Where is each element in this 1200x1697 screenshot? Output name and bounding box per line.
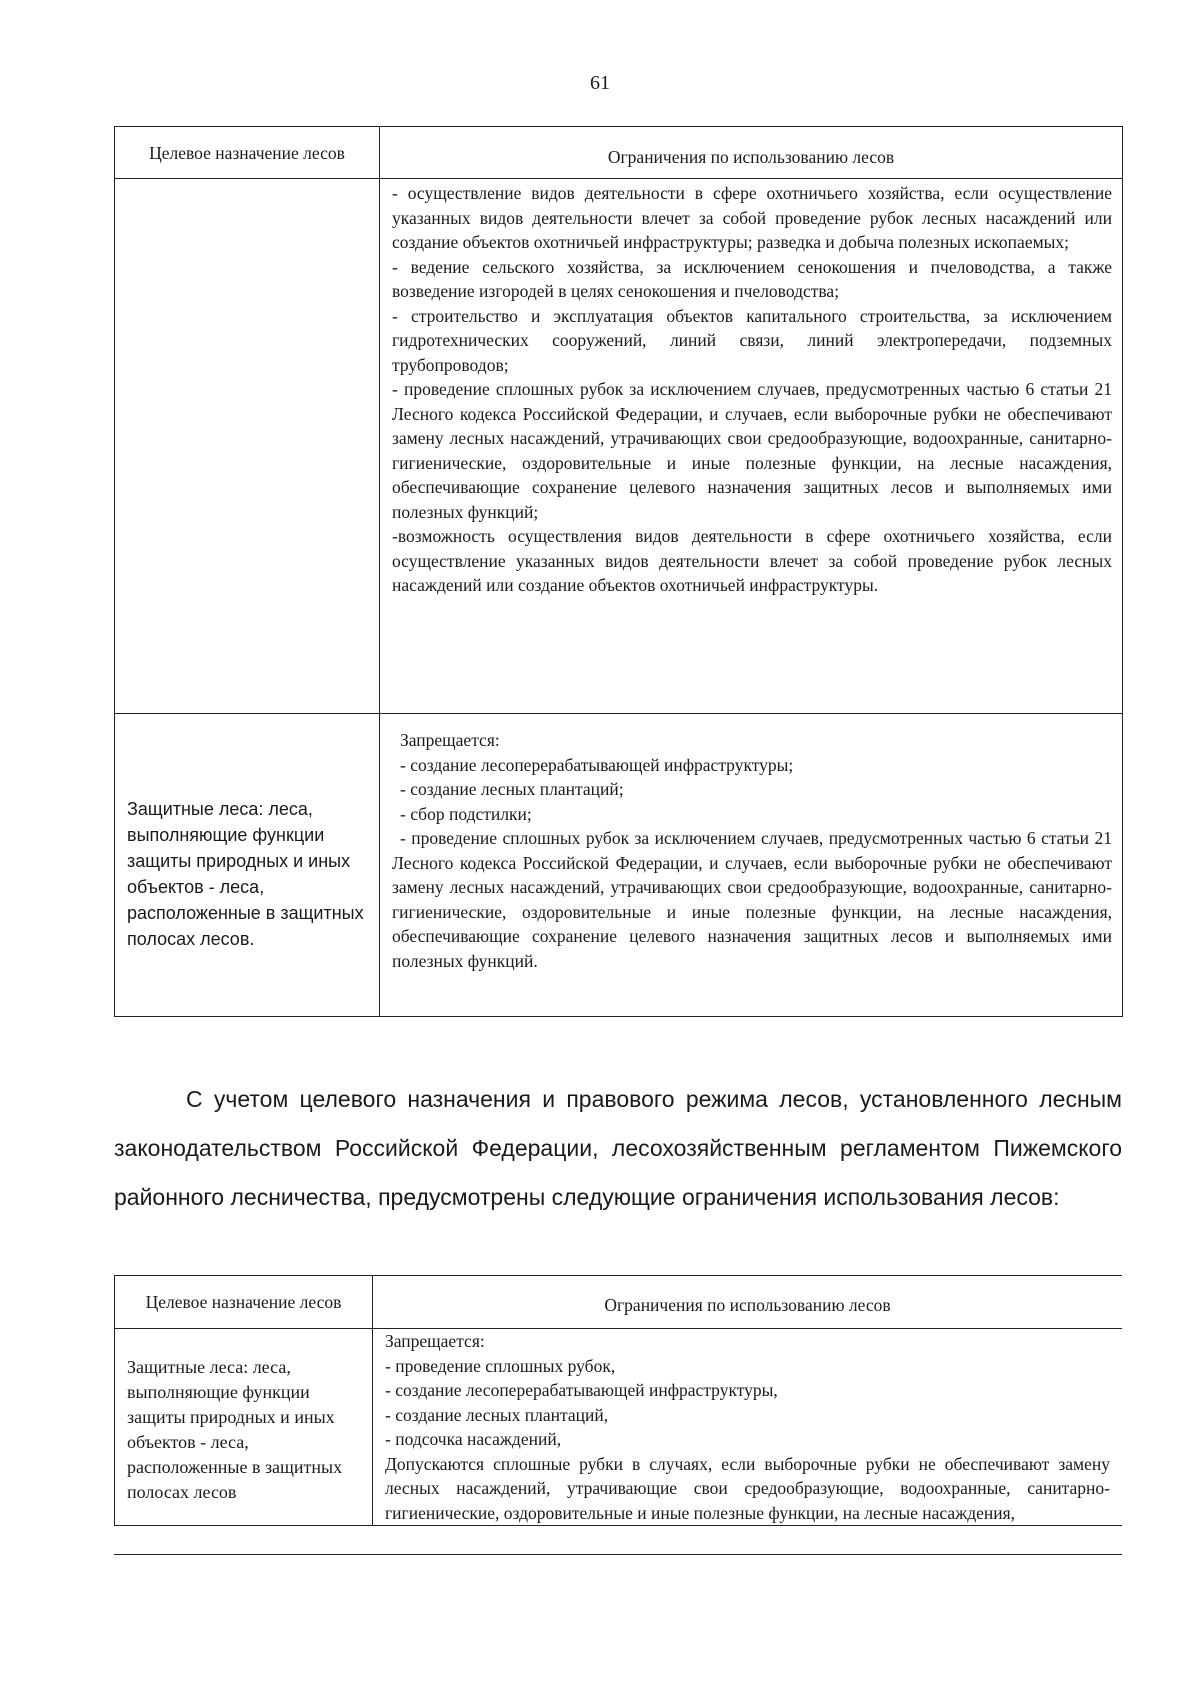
restrictions-table-2-clip [114, 1275, 1122, 1555]
header-restrictions: Ограничения по использованию лесов [373, 1276, 1123, 1329]
table-row [115, 179, 1123, 714]
list-item: Запрещается: [385, 1331, 485, 1351]
table-header-row [115, 127, 1123, 179]
header-purpose: Целевое назначение лесов [115, 127, 380, 179]
purpose-cell [115, 179, 380, 714]
purpose-cell [115, 1329, 373, 1526]
restrictions-cell [380, 714, 1123, 1017]
restrictions-cell [380, 179, 1123, 714]
purpose-text: Защитные леса: леса, выполняющие функции защиты природных и иных объектов - леса, расположенные в защитных полосах лесов [127, 1357, 343, 1502]
page-number: 61 [590, 72, 610, 94]
table-header-row [115, 1276, 1123, 1329]
list-item: - сбор подстилки; [400, 803, 532, 824]
list-item: - создание лесных плантаций; [400, 779, 624, 799]
list-item: - подсочка насаждений, [385, 1429, 562, 1449]
restrictions-table-1 [114, 126, 1123, 1017]
list-item: - проведение сплошных рубок за исключением случаев, предусмотренных частью 6 статьи 21 Лесного кодекса Российской Федерации, и случаев, если выборочные рубки не обеспечивают замену лесных насаждений, утрачивающих свои средообразующие, водоохранные, санитарно-гигиенические, оздоровительные и иные полезные функции, на лесные насаждения, обеспечивающие сохранение целевого назначения защитных лесов и выполняемых ими полезных функций. [392, 828, 1112, 971]
list-item: - создание лесоперерабатывающей инфраструктуры, [385, 1380, 778, 1400]
restrictions-cell [373, 1329, 1123, 1526]
header-restrictions: Ограничения по использованию лесов [380, 127, 1123, 179]
list-item: - создание лесных плантаций, [385, 1404, 609, 1425]
purpose-cell [115, 714, 380, 1017]
list-item: Допускаются сплошные рубки в случаях, если выборочные рубки не обеспечивают замену лесных насаждений, утрачивающие свои средообразующие, водоохранные, санитарно-гигиенические, оздоровительные и иные полезные функции, на лесные насаждения, [385, 1453, 1110, 1523]
purpose-text: Защитные леса: леса, выполняющие функции защиты природных и иных объектов - леса, расположенные в защитных полосах лесов. [127, 799, 364, 949]
list-item: - проведение сплошных рубок, [385, 1355, 616, 1376]
header-purpose: Целевое назначение лесов [115, 1276, 373, 1329]
restrictions-table-2 [114, 1275, 1122, 1526]
list-item: - создание лесоперерабатывающей инфраструктуры; [400, 754, 794, 775]
table-row [115, 714, 1123, 1017]
list-item: Запрещается: [400, 730, 500, 750]
restrictions-text: - осуществление видов деятельности в сфере охотничьего хозяйства, если осуществление указанных видов деятельности влечет за собой проведение рубок лесных насаждений или создание объектов охотничьей инфраструктуры; разведка и добыча полезных ископаемых; - ведение сельского хозяйства, за исключением сенокошения и пчеловодства, а также возведение изгородей в целях сенокошения и пчеловодства; - строительство и эксплуатация объектов капитального строительства, за исключением гидротехнических сооружений, линий связи, линий электропередачи, подземных трубопроводов; - проведение сплошных рубок за исключением случаев, предусмотренных частью 6 статьи 21 Лесного кодекса Российской Федерации, и случаев, если выборочные рубки не обеспечивают замену лесных насаждений, утрачивающих свои средообразующие, водоохранные, санитарно-гигиенические, оздоровительные и иные полезные функции, на лесные насаждения, обеспечивающие сохранение целевого назначения защитных лесов и выполняемых ими полезных функций; -возможность осуществления видов деятельности в сфере охотничьего хозяйства, если осуществление указанных видов деятельности влечет за собой проведение рубок лесных насаждений или создание объектов охотничьей инфраструктуры. [392, 183, 1112, 595]
body-paragraph: С учетом целевого назначения и правового режима лесов, установленного лесным законодательством Российской Федерации, лесохозяйственным регламентом Пижемского районного лесничества, предусмотрены следующие ограничения использования лесов: [114, 1086, 1122, 1210]
table-row [115, 1329, 1123, 1526]
